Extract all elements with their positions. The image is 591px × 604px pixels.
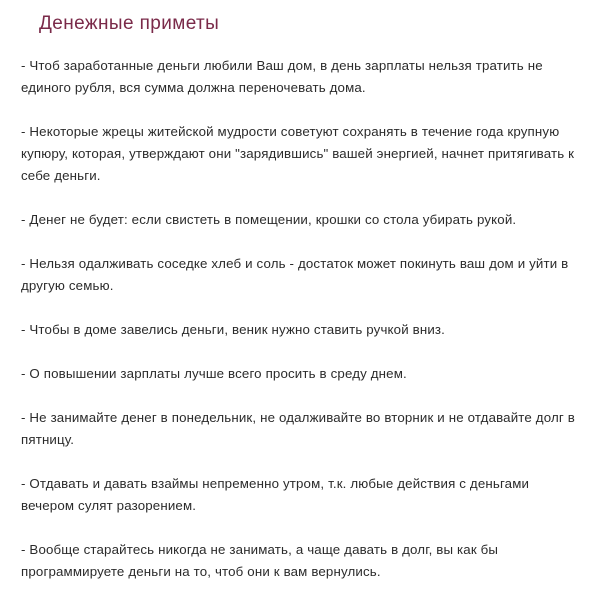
omens-list bbox=[21, 55, 581, 604]
list-item: - О повышении зарплаты лучше всего просить в среду днем. bbox=[21, 366, 407, 381]
list-item: - Не занимайте денег в понедельник, не одалживайте во вторник и не отдавайте долг в пятницу. bbox=[21, 410, 575, 447]
page-title: Денежные приметы bbox=[39, 13, 220, 34]
list-item: - Чтоб заработанные деньги любили Ваш дом, в день зарплаты нельзя тратить не единого рубля, вся сумма должна переночевать дома. bbox=[21, 58, 543, 95]
list-item: - Вообще старайтесь никогда не занимать, а чаще давать в долг, вы как бы программируете деньги на то, чтоб они к вам вернулись. bbox=[21, 542, 499, 579]
list-item: - Нельзя одалживать соседке хлеб и соль - достаток может покинуть ваш дом и уйти в другую семью. bbox=[21, 256, 569, 293]
list-item: - Отдавать и давать взаймы непременно утром, т.к. любые действия с деньгами вечером сулят разорением. bbox=[21, 476, 530, 513]
list-item: - Некоторые жрецы житейской мудрости советуют сохранять в течение года крупную купюру, которая, утверждают они "зарядившись" вашей энергией, начнет притягивать к себе деньги. bbox=[21, 124, 575, 183]
list-item: - Денег не будет: если свистеть в помещении, крошки со стола убирать рукой. bbox=[21, 212, 517, 227]
list-item: - Чтобы в доме завелись деньги, веник нужно ставить ручкой вниз. bbox=[21, 322, 446, 337]
